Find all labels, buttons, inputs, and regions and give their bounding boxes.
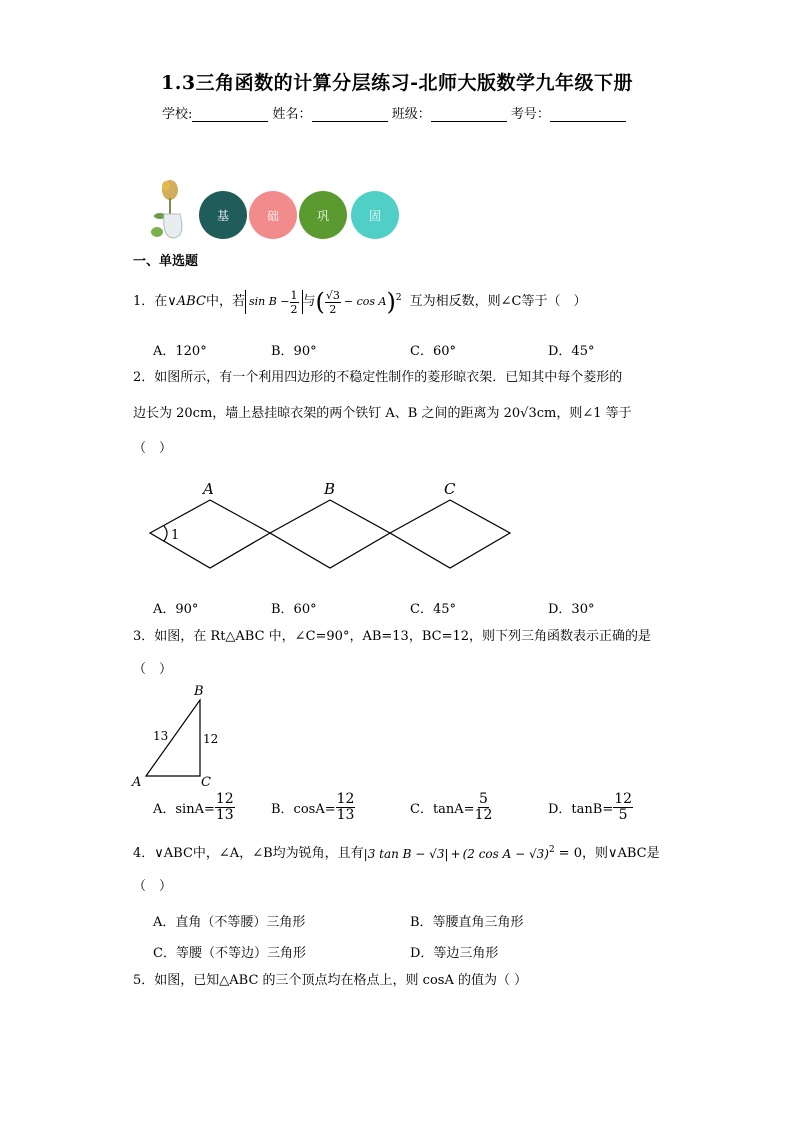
q3-option-d[interactable] xyxy=(548,792,633,823)
q3-option-a-num: 12 xyxy=(215,791,234,807)
q3-option-b-num: 12 xyxy=(336,791,355,807)
q3-option-a-frac xyxy=(215,792,235,823)
q3-option-c[interactable] xyxy=(410,792,492,823)
school-label: 学校: xyxy=(162,107,193,122)
rhombus-1 xyxy=(150,500,270,568)
q1-abs-expr xyxy=(245,290,303,314)
q1-text: 中，若 xyxy=(205,294,245,309)
vertex-a: A xyxy=(132,775,142,790)
q3-option-c-num: 5 xyxy=(479,791,488,807)
label-angle-1: 1 xyxy=(171,528,180,543)
badge-chu: 础 xyxy=(249,191,297,239)
q4-option-c[interactable]: C．等腰（不等边）三角形 xyxy=(153,946,306,961)
q1-power: 2 xyxy=(395,293,402,303)
clothes-rack-figure xyxy=(140,478,520,578)
q4-option-d[interactable]: D．等边三角形 xyxy=(410,946,499,961)
question-4 xyxy=(133,842,660,866)
q3-option-b[interactable] xyxy=(271,792,355,823)
q3-option-c-frac xyxy=(475,792,493,823)
label-c: C xyxy=(444,480,456,498)
exam-number-blank[interactable] xyxy=(550,107,626,122)
q3-option-a-label: A．sinA= xyxy=(153,802,215,817)
q3-line-1: 3．如图，在 Rt△ABC 中，∠C=90°，AB=13，BC=12，则下列三角函数表示正确的是 xyxy=(133,629,652,644)
q3-option-c-den: 12 xyxy=(474,807,493,823)
q2-line-1: 2．如图所示，有一个利用四边形的不稳定性制作的菱形晾衣架．已知其中每个菱形的 xyxy=(133,370,623,385)
q1-option-c[interactable]: C．60° xyxy=(410,344,456,359)
name-blank[interactable] xyxy=(312,107,388,122)
student-info-line xyxy=(162,103,626,122)
q1-half-den: 2 xyxy=(290,302,298,316)
q4-option-b[interactable]: B．等腰直角三角形 xyxy=(410,915,524,930)
rhombus-3 xyxy=(390,500,510,568)
q1-end-text: 互为相反数，则∠C等于（ ） xyxy=(409,294,587,309)
q1-left-paren: ( xyxy=(315,288,325,316)
q2-option-a[interactable]: A．90° xyxy=(153,602,199,617)
section-heading: 一、单选题 xyxy=(133,254,199,269)
class-blank[interactable] xyxy=(431,107,507,122)
q1-number: 1．在 xyxy=(133,294,168,309)
plant-vase-icon xyxy=(148,178,190,240)
q1-right-paren: ) xyxy=(386,288,396,316)
q1-sqrt-frac xyxy=(325,289,341,316)
q4-line-2: （ ） xyxy=(133,879,173,894)
q1-half-num: 1 xyxy=(290,288,298,302)
exam-number-label: 考号： xyxy=(510,107,550,122)
q3-option-d-frac xyxy=(613,792,633,823)
school-blank[interactable] xyxy=(192,107,268,122)
right-triangle-figure xyxy=(128,680,228,792)
q1-option-b[interactable]: B．90° xyxy=(271,344,317,359)
badge-gong: 巩 xyxy=(299,191,347,239)
q1-triangle: ∨ABC xyxy=(167,294,206,309)
q3-option-a[interactable] xyxy=(153,792,235,823)
label-b: B xyxy=(324,480,336,498)
side-bc-length: 12 xyxy=(203,732,219,746)
q3-line-2: （ ） xyxy=(133,662,173,677)
rhombus-2 xyxy=(270,500,390,568)
q2-option-c[interactable]: C．45° xyxy=(410,602,456,617)
q3-option-a-den: 13 xyxy=(215,807,234,823)
badge-gu: 固 xyxy=(351,191,399,239)
page-title: 1.3三角函数的计算分层练习-北师大版数学九年级下册 xyxy=(161,72,633,94)
q3-option-d-num: 12 xyxy=(614,791,633,807)
q3-option-b-label: B．cosA= xyxy=(271,802,336,817)
q4-plus: + xyxy=(450,847,461,861)
class-label: 班级： xyxy=(391,107,431,122)
q1-and: 与 xyxy=(302,294,316,309)
q3-option-b-frac xyxy=(336,792,356,823)
vertex-c: C xyxy=(201,775,211,790)
q3-option-d-den: 5 xyxy=(618,807,628,823)
angle-1-arc xyxy=(164,526,167,541)
q2-option-d[interactable]: D．30° xyxy=(548,602,595,617)
q1-sinb: sin B − xyxy=(248,295,290,308)
q3-option-b-den: 13 xyxy=(336,807,355,823)
q4-text-a: 4．∨ABC中，∠A，∠B均为锐角，且有 xyxy=(133,846,364,861)
question-1 xyxy=(133,290,586,314)
label-a: A xyxy=(203,480,214,498)
badge-ji: 基 xyxy=(199,191,247,239)
q5-line-1: 5．如图，已知△ABC 的三个顶点均在格点上，则 cosA 的值为（ ） xyxy=(133,973,528,988)
q4-text-b: = 0，则∨ABC是 xyxy=(558,846,660,861)
q3-option-c-label: C．tanA= xyxy=(410,802,475,817)
q4-power: 2 xyxy=(548,845,555,855)
q1-option-d[interactable]: D．45° xyxy=(548,344,595,359)
q2-line-2: 边长为 20cm，墙上悬挂晾衣架的两个铁钉 A、B 之间的距离为 20√3cm，则∠1 等于 xyxy=(133,406,632,421)
q4-abs-expr: |3 tan B − √3| xyxy=(363,847,449,861)
q1-cosa: − cos A xyxy=(343,295,387,308)
q1-half xyxy=(290,289,299,316)
side-ab-length: 13 xyxy=(153,729,169,743)
q3-option-d-label: D．tanB= xyxy=(548,802,614,817)
q4-option-a[interactable]: A．直角（不等腰）三角形 xyxy=(153,915,306,930)
q2-line-3: （ ） xyxy=(133,441,173,456)
q1-option-a[interactable]: A．120° xyxy=(153,344,207,359)
name-label: 姓名： xyxy=(272,107,312,122)
q1-sqrt-den: 2 xyxy=(329,302,337,316)
vertex-b: B xyxy=(194,684,204,699)
q4-square-expr: (2 cos A − √3) xyxy=(462,847,549,861)
q2-option-b[interactable]: B．60° xyxy=(271,602,317,617)
q1-sqrt-num: √3 xyxy=(325,288,340,302)
